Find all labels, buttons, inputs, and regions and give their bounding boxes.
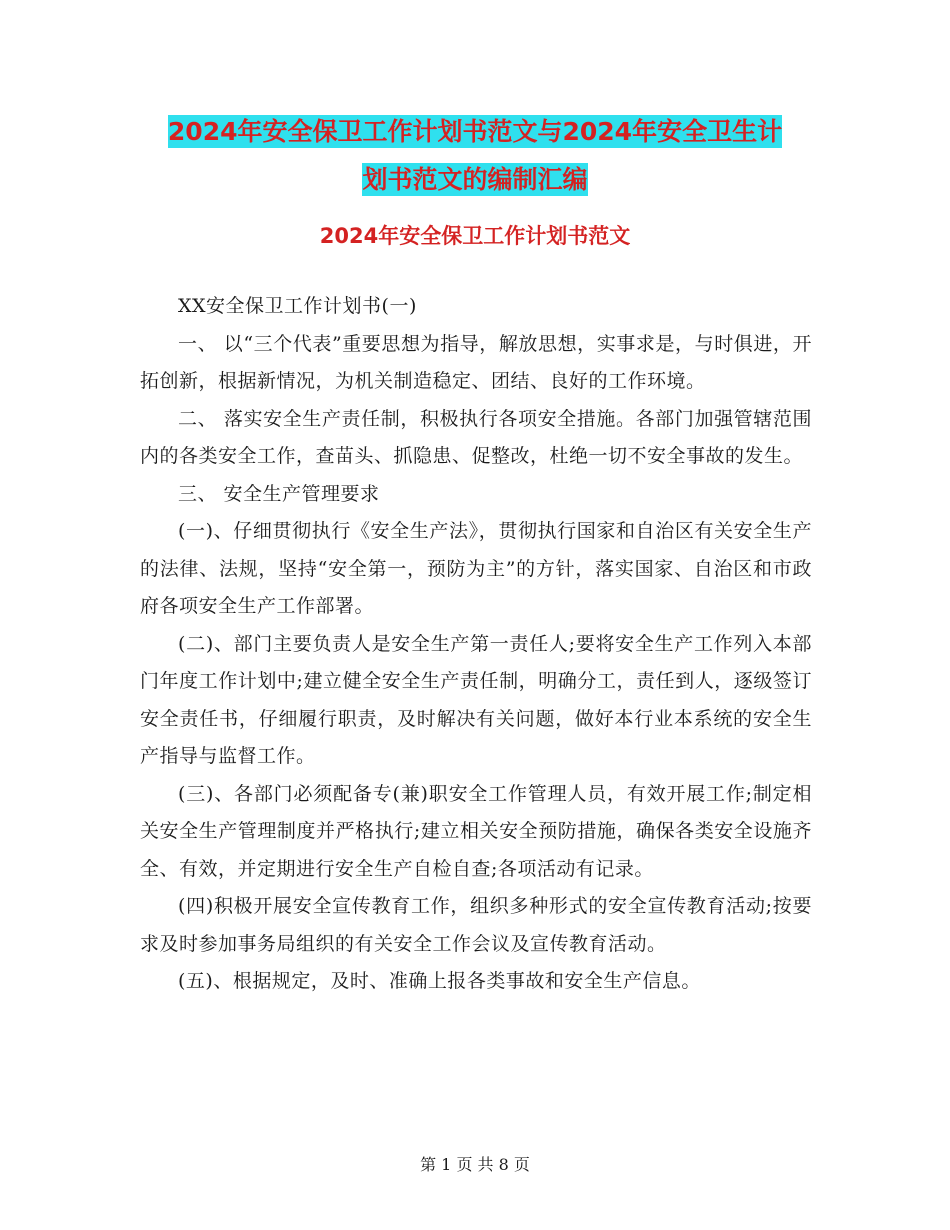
paragraph: (四)积极开展安全宣传教育工作，组织多种形式的安全宣传教育活动;按要求及时参加事务局组织的有关安全工作会议及宣传教育活动。	[140, 895, 812, 955]
paragraph: XX安全保卫工作计划书(一)	[178, 295, 417, 317]
document-title	[140, 108, 810, 204]
paragraph: (一)、仔细贯彻执行《安全生产法》，贯彻执行国家和自治区有关安全生产的法律、法规，坚持“安全第一，预防为主”的方针，落实国家、自治区和市政府各项安全生产工作部署。	[140, 520, 812, 617]
paragraph: 一、 以“三个代表”重要思想为指导，解放思想，实事求是，与时俱进，开拓创新，根据新情况，为机关制造稳定、团结、良好的工作环境。	[140, 332, 812, 392]
document-body	[140, 288, 812, 1001]
paragraph: (五)、根据规定，及时、准确上报各类事故和安全生产信息。	[178, 970, 701, 992]
paragraph: (二)、部门主要负责人是安全生产第一责任人;要将安全生产工作列入本部门年度工作计划中;建立健全安全生产责任制，明确分工，责任到人，逐级签订安全责任书，仔细履行职责，及时解决有关问题，做好本行业本系统的安全生产指导与监督工作。	[140, 632, 812, 767]
title-line-1: 2024年安全保卫工作计划书范文与2024年安全卫生计	[167, 117, 783, 146]
section-title: 2024年安全保卫工作计划书范文	[319, 224, 631, 248]
paragraph: (三)、各部门必须配备专(兼)职安全工作管理人员，有效开展工作;制定相关安全生产管理制度并严格执行;建立相关安全预防措施，确保各类安全设施齐全、有效，并定期进行安全生产自检自查;各项活动有记录。	[140, 782, 812, 880]
paragraph: 二、 落实安全生产责任制，积极执行各项安全措施。各部门加强管辖范围内的各类安全工作，查苗头、抓隐患、促整改，杜绝一切不安全事故的发生。	[140, 407, 812, 467]
title-line-2: 划书范文的编制汇编	[362, 165, 588, 194]
paragraph: 三、 安全生产管理要求	[178, 482, 380, 505]
page-number-footer: 第 1 页 共 8 页	[420, 1155, 530, 1174]
